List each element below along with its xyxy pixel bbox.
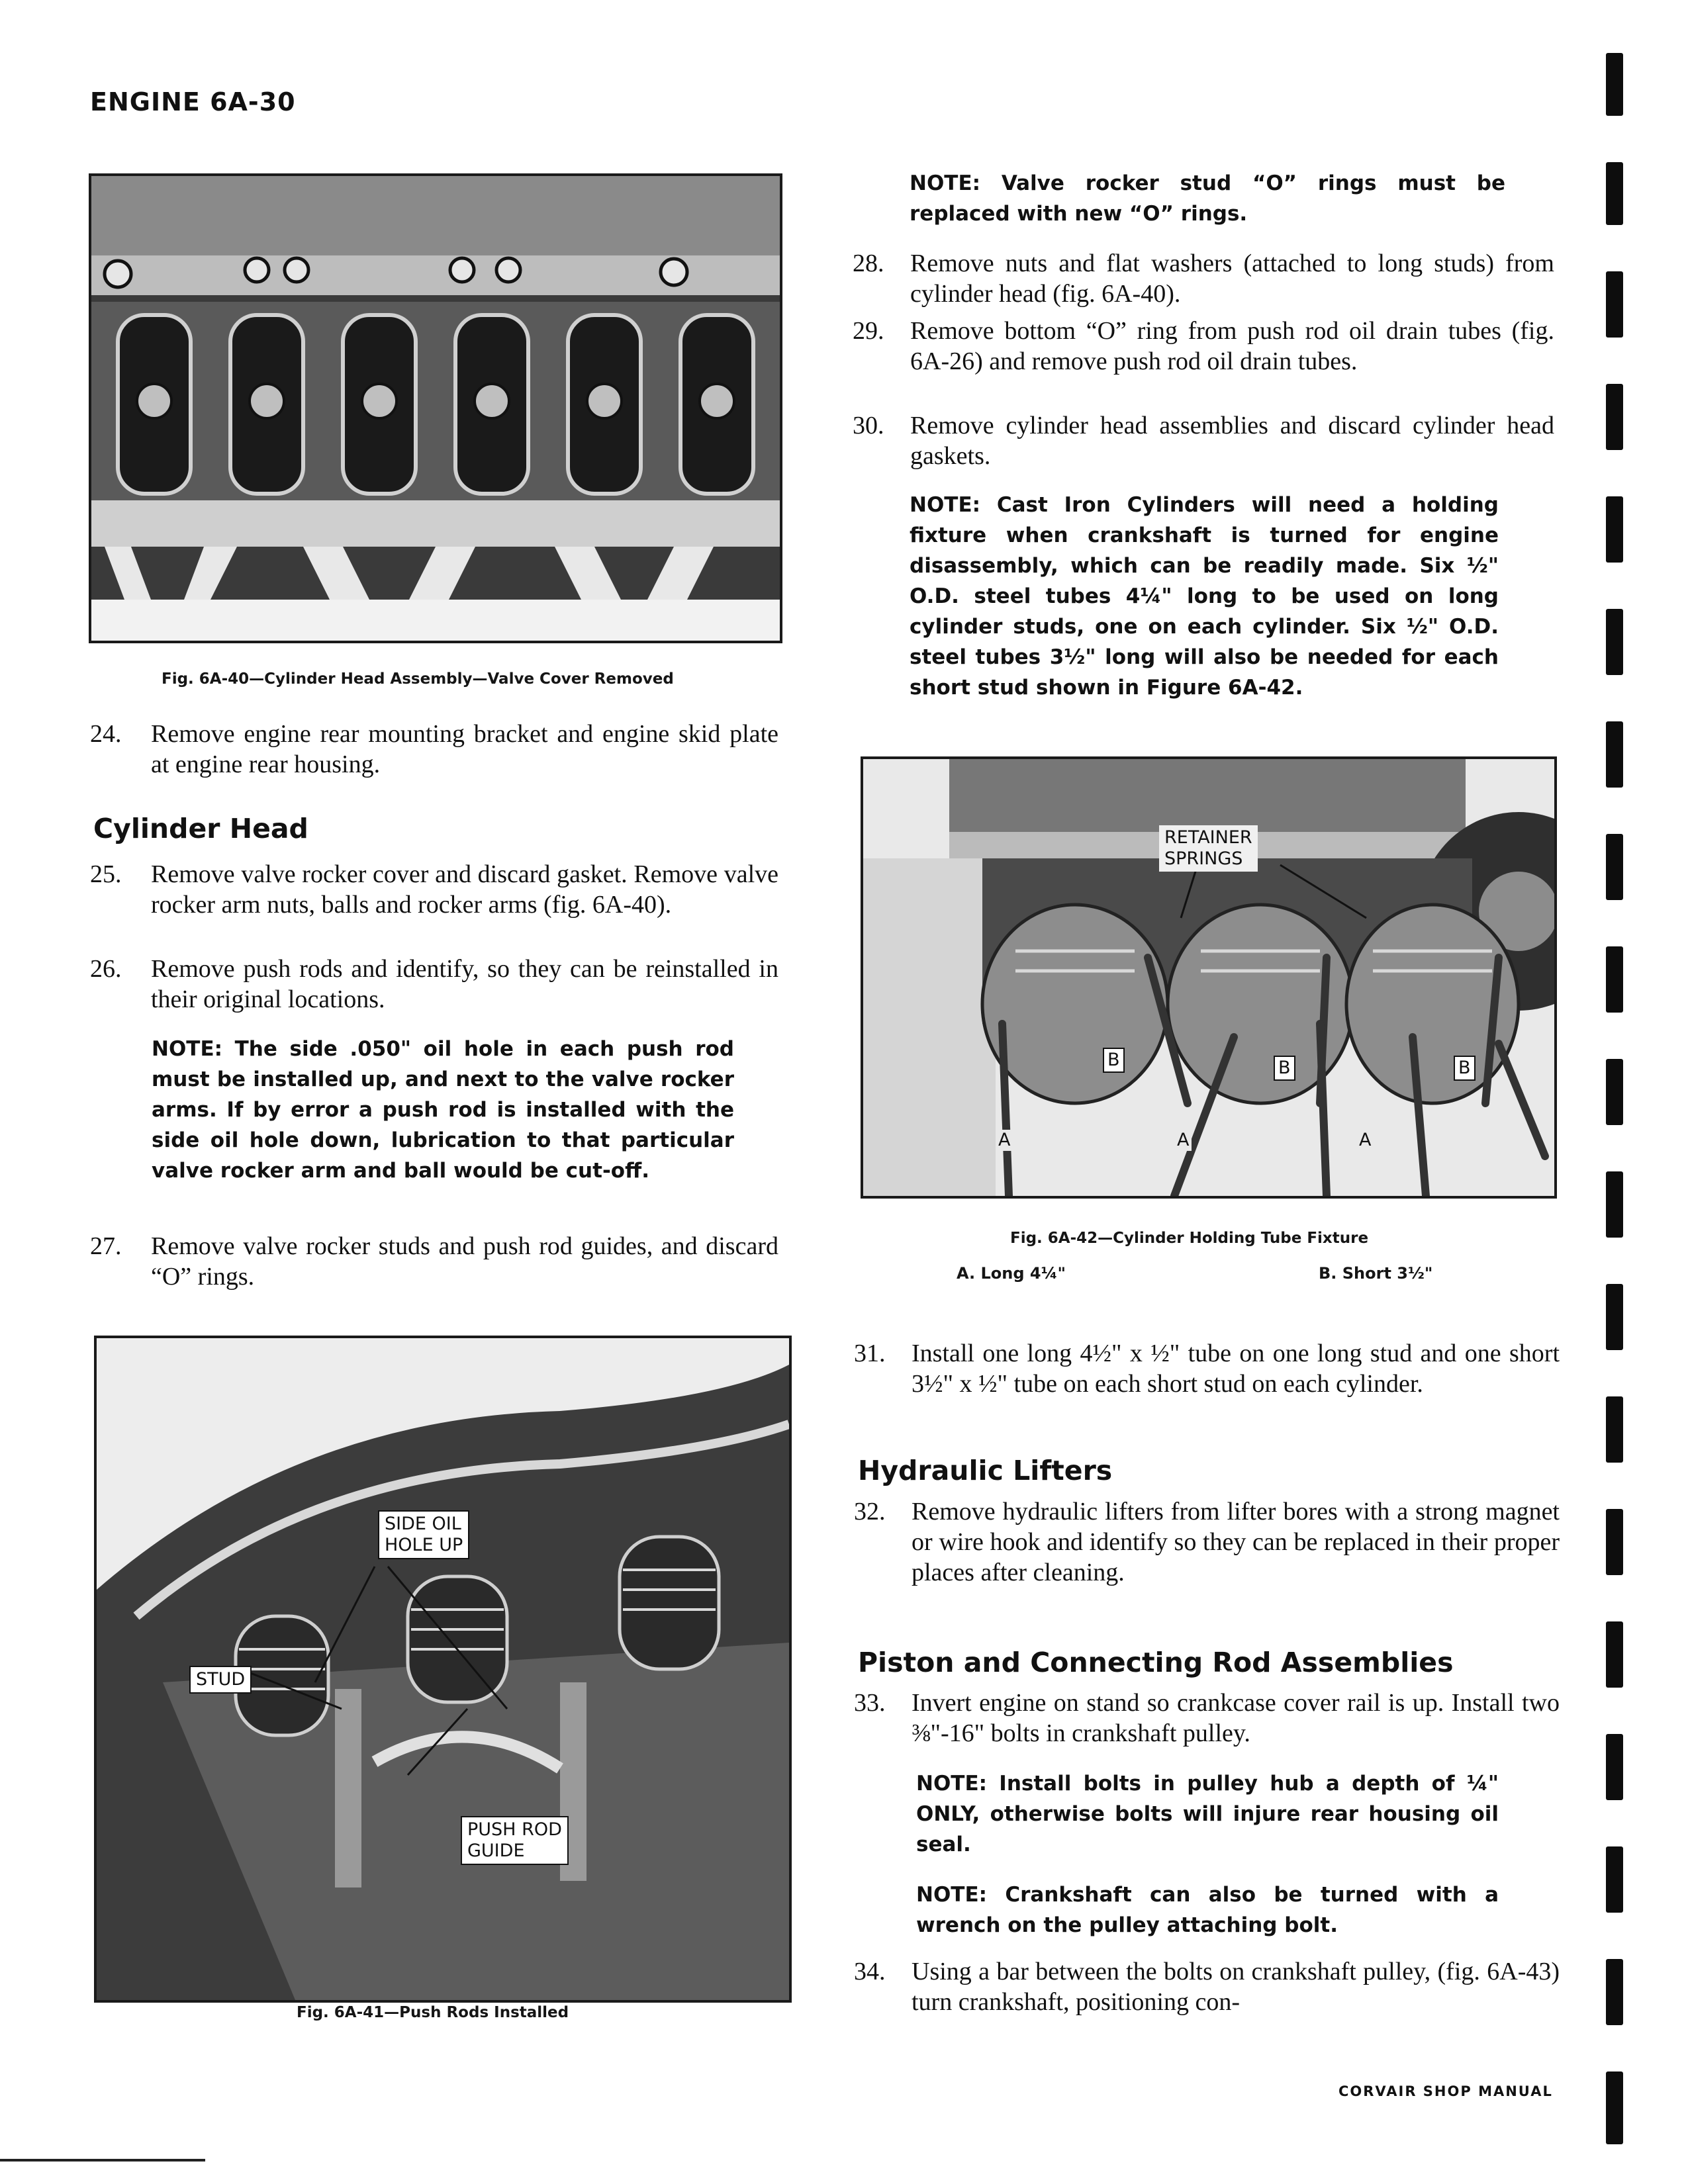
step-text: Install one long 4½" x ½" tube on one long stud and one short 3½" x ½" tube on each short stud on each cylinder. [912, 1340, 1560, 1398]
figure-6a-41-caption: Fig. 6A-41—Push Rods Installed [297, 2004, 569, 2021]
label-b-center: B [1274, 1056, 1295, 1081]
step-text: Using a bar between the bolts on crankshaft pulley, (fig. 6A-43) turn crankshaft, positioning con- [912, 1958, 1560, 2016]
step-24 [90, 719, 778, 780]
step-text: Invert engine on stand so crankcase cover rail is up. Install two ⅜"-16" bolts in crankshaft pulley. [912, 1689, 1560, 1747]
step-number: 32. [854, 1498, 886, 1525]
page-footer: CORVAIR SHOP MANUAL [1338, 2083, 1553, 2099]
note-crankshaft-wrench: NOTE: Crankshaft can also be turned with a wrench on the pulley attaching bolt. [916, 1883, 1499, 1937]
label-a-left: A [996, 1130, 1013, 1151]
step-number: 31. [854, 1340, 886, 1367]
step-27 [90, 1231, 778, 1292]
step-25 [90, 859, 778, 920]
label-push-rod-guide [461, 1816, 569, 1865]
figure-6a-42-caption: Fig. 6A-42—Cylinder Holding Tube Fixture [1010, 1230, 1369, 1247]
step-34 [854, 1956, 1560, 2017]
figure-6a-42-legend-a: A. Long 4¼" [957, 1264, 1066, 1283]
step-31 [854, 1338, 1560, 1399]
section-heading-piston-connecting-rod: Piston and Connecting Rod Assemblies [858, 1647, 1454, 1678]
step-30 [853, 410, 1554, 471]
label-stud: STUD [189, 1666, 252, 1694]
note-cast-iron-cylinders: NOTE: Cast Iron Cylinders will need a holding fixture when crankshaft is turned for engine disassembly, which can be readily made. Six ½" O.D. steel tubes 4¼" long to be used on long cylinder studs, one on each cylinder. Six ½" O.D. steel tubes 3½" long will also be needed for each short stud shown in Figure 6A-42. [910, 493, 1499, 700]
step-text: Remove cylinder head assemblies and discard cylinder head gaskets. [910, 412, 1554, 470]
label-line: HOLE UP [385, 1535, 463, 1555]
step-text: Remove engine rear mounting bracket and engine skid plate at engine rear housing. [151, 720, 778, 778]
label-a-right: A [1356, 1130, 1374, 1151]
step-number: 28. [853, 250, 884, 277]
step-text: Remove valve rocker cover and discard gasket. Remove valve rocker arm nuts, balls and rocker arms (fig. 6A-40). [151, 860, 778, 919]
step-26 [90, 954, 778, 1015]
step-number: 26. [90, 955, 122, 983]
label-retainer-springs [1159, 825, 1258, 872]
page-edge-rule [0, 2159, 205, 2161]
note-pulley-bolt-depth: NOTE: Install bolts in pulley hub a depth of ¼" ONLY, otherwise bolts will injure rear housing oil seal. [916, 1772, 1499, 1856]
step-33 [854, 1688, 1560, 1749]
label-line: PUSH ROD [467, 1819, 562, 1840]
figure-6a-40-photo [89, 173, 782, 643]
label-side-oil-hole-up [378, 1510, 469, 1559]
label-line: SIDE OIL [385, 1514, 461, 1534]
section-heading-cylinder-head: Cylinder Head [93, 813, 308, 844]
step-text: Remove nuts and flat washers (attached to long studs) from cylinder head (fig. 6A-40). [910, 250, 1554, 308]
step-29 [853, 316, 1554, 377]
step-number: 30. [853, 412, 884, 439]
step-text: Remove valve rocker studs and push rod guides, and discard “O” rings. [151, 1232, 778, 1291]
page-header: ENGINE 6A-30 [90, 87, 296, 116]
step-number: 34. [854, 1958, 886, 1985]
label-line: SPRINGS [1164, 848, 1243, 869]
figure-6a-41-photo [94, 1336, 792, 2003]
step-text: Remove push rods and identify, so they can be reinstalled in their original locations. [151, 955, 778, 1013]
section-heading-hydraulic-lifters: Hydraulic Lifters [858, 1455, 1113, 1486]
figure-6a-42-legend-b: B. Short 3½" [1319, 1264, 1433, 1283]
step-number: 25. [90, 860, 122, 888]
figure-6a-40-caption: Fig. 6A-40—Cylinder Head Assembly—Valve Cover Removed [162, 670, 674, 688]
step-number: 33. [854, 1689, 886, 1717]
step-28 [853, 248, 1554, 309]
step-number: 24. [90, 720, 122, 748]
step-text: Remove bottom “O” ring from push rod oil drain tubes (fig. 6A-26) and remove push rod oil drain tubes. [910, 317, 1554, 375]
step-32 [854, 1496, 1560, 1588]
figure-6a-42-photo [861, 756, 1557, 1199]
label-line: RETAINER [1164, 827, 1252, 848]
label-line: GUIDE [467, 1841, 525, 1861]
label-a-center: A [1174, 1130, 1192, 1151]
label-b-right: B [1454, 1056, 1476, 1081]
note-push-rod-oil-hole: NOTE: The side .050" oil hole in each push rod must be installed up, and next to the valve rocker arms. If by error a push rod is installed with the side oil hole down, lubrication to that particular valve rocker arm and ball would be cut-off. [152, 1037, 734, 1183]
note-rocker-stud-o-rings: NOTE: Valve rocker stud “O” rings must be replaced with new “O” rings. [910, 171, 1505, 226]
step-text: Remove hydraulic lifters from lifter bores with a strong magnet or wire hook and identify so they can be replaced in their proper places after cleaning. [912, 1498, 1560, 1586]
step-number: 29. [853, 317, 884, 345]
step-number: 27. [90, 1232, 122, 1260]
label-b-left: B [1103, 1048, 1125, 1073]
